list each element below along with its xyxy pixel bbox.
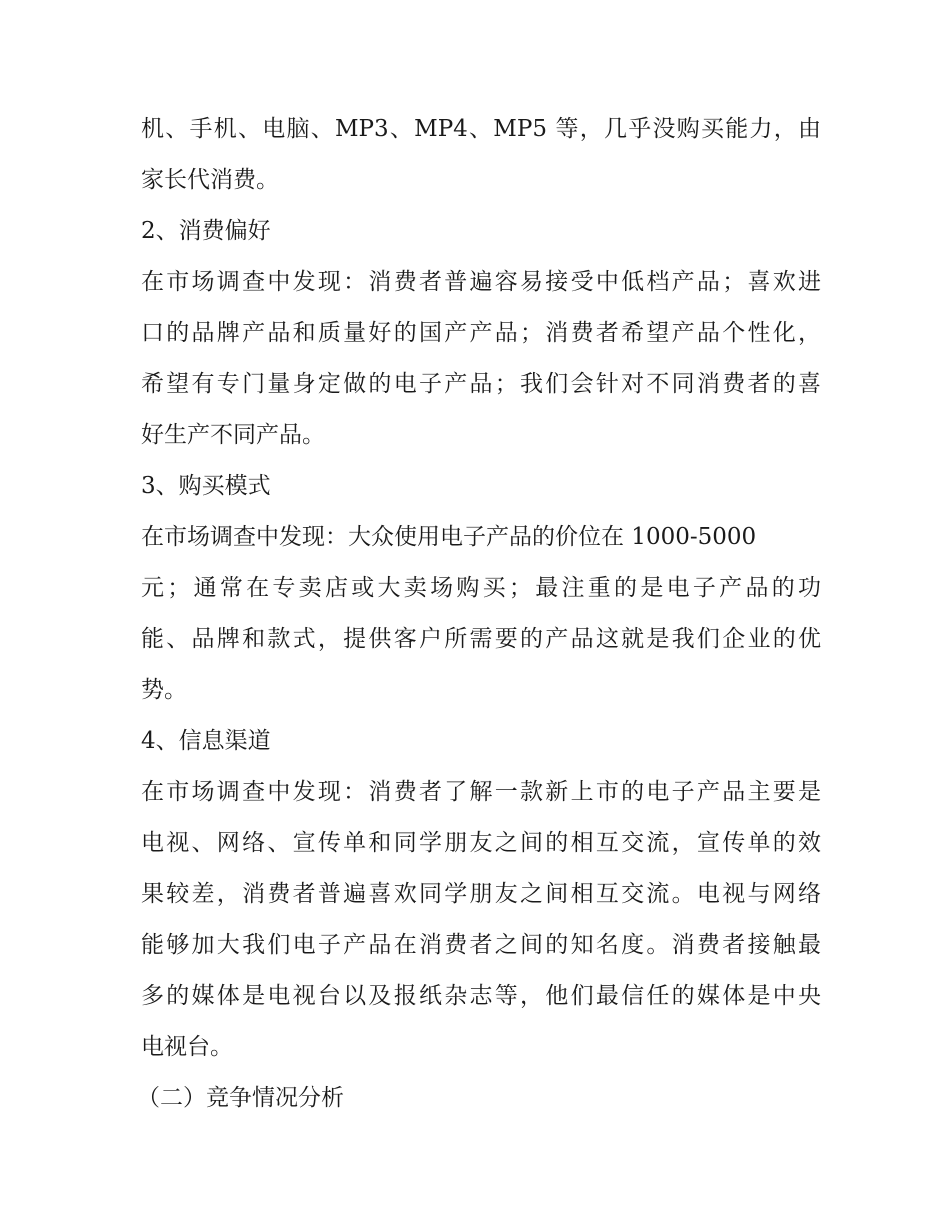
paragraph-line: 能够加大我们电子产品在消费者之间的知名度。消费者接触最 [141, 932, 821, 958]
subheading: 4、信息渠道 [141, 728, 271, 754]
paragraph-line: 好生产不同产品。 [141, 422, 325, 448]
paragraph-line: 在市场调查中发现：大众使用电子产品的价位在 1000-5000 [141, 524, 757, 550]
paragraph-line: 电视、网络、宣传单和同学朋友之间的相互交流，宣传单的效 [141, 830, 821, 856]
paragraph-line: 能、品牌和款式，提供客户所需要的产品这就是我们企业的优 [141, 626, 821, 652]
paragraph-line: 在市场调查中发现：消费者普遍容易接受中低档产品；喜欢进 [141, 269, 821, 295]
paragraph-line: 果较差，消费者普遍喜欢同学朋友之间相互交流。电视与网络 [141, 881, 821, 907]
paragraph-line: 希望有专门量身定做的电子产品；我们会针对不同消费者的喜 [141, 371, 821, 397]
paragraph-line: 家长代消费。 [141, 167, 279, 193]
paragraph-line: 元；通常在专卖店或大卖场购买；最注重的是电子产品的功 [141, 575, 821, 601]
paragraph-line: 多的媒体是电视台以及报纸杂志等，他们最信任的媒体是中央 [141, 983, 821, 1009]
paragraph-line: 机、手机、电脑、MP3、MP4、MP5 等，几乎没购买能力，由 [141, 116, 821, 142]
document-body [137, 104, 821, 1124]
section-heading: （二）竞争情况分析 [137, 1085, 344, 1111]
paragraph-line: 口的品牌产品和质量好的国产产品；消费者希望产品个性化， [141, 320, 821, 346]
paragraph-line: 势。 [141, 677, 187, 703]
paragraph-line: 在市场调查中发现：消费者了解一款新上市的电子产品主要是 [141, 779, 821, 805]
subheading: 2、消费偏好 [141, 218, 271, 244]
subheading: 3、购买模式 [141, 473, 271, 499]
paragraph-line: 电视台。 [141, 1034, 233, 1060]
